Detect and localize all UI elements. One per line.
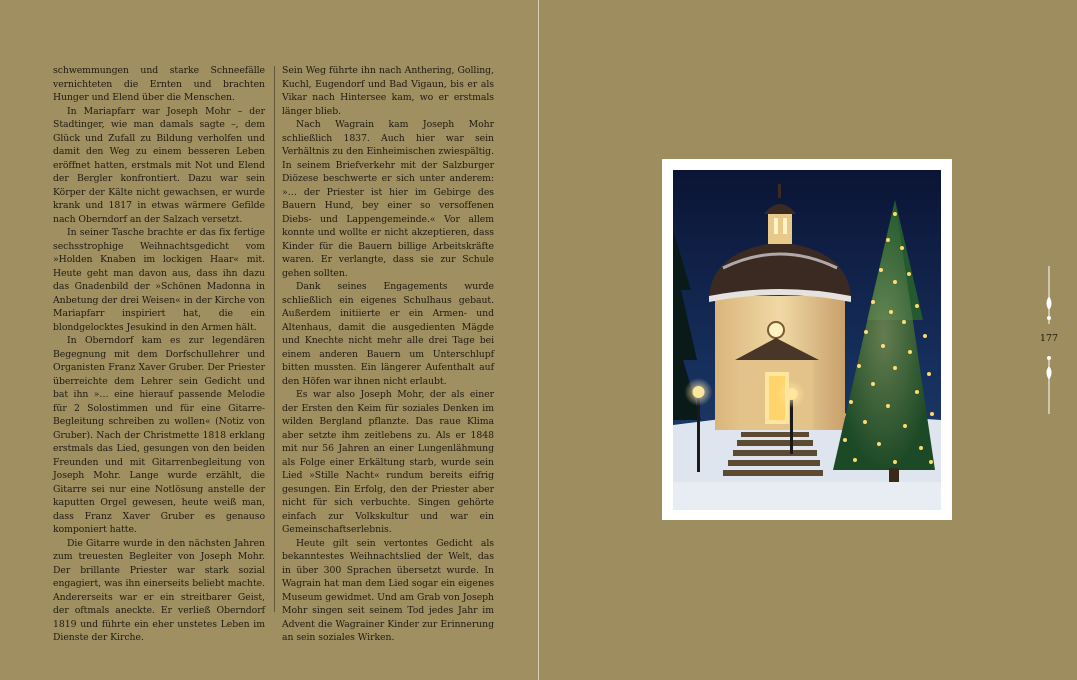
paragraph: In Oberndorf kam es zur legendären Begegnung mit dem Dorfschullehrer und Organisten Franz Xaver Gruber. Der Priester überreichte dem Lehrer sein Gedicht und bat ihn »… eine hierauf passende Melodie für 2 Solostimmen und für eine Gitarre-Begleitung schreiben zu wollen« (Notiz von Gruber). Nach der Christmette 1818 erklang erstmals das Lied, gesungen von den beiden Freunden und mit Gitarrenbegleitung von Joseph Mohr. Lange wurde erzählt, die Gitarre sei nur eine Notlösung anstelle der kaputten Orgel gewesen, heute weiß man, dass Franz Xaver Gruber es genauso komponiert hatte.: [53, 335, 265, 535]
paragraph: In Mariapfarr war Joseph Mohr – der Stadtinger, wie man damals sagte –, dem Glück und Zufall zu Bildung verholfen und damit den Weg zu einem besseren Leben eröffnet hatten, erstmals mit Not und Elend der Bergler konfrontiert. Dazu war sein Körper der Kälte nicht gewachsen, er wurde krank und 1817 in etwas wärmere Gefilde nach Oberndorf an der Salzach versetzt.: [53, 105, 265, 225]
ornament-bottom-icon: [1042, 352, 1056, 414]
paragraph: schwemmungen und starke Schneefälle vernichteten die Ernten und brachten Hunger und Elend über die Menschen.: [53, 65, 265, 103]
page-number: 177: [1039, 333, 1059, 344]
chapel-illustration: [673, 170, 941, 510]
paragraph: Es war also Joseph Mohr, der als einer der Ersten den Keim für soziales Denken im wilden Bergland pflanzte. Das raue Klima aber setzte ihm zeitlebens zu. Als er 1848 mit nur 56 Jahren an einer Lungenlähmung als Folge einer Erkältung starb, wurde sein Lied »Stille Nacht« rundum bereits eifrig gesungen. Ein Erfolg, den der Priester aber nicht für sich verbuchte. Singen gehörte einfach zur Volkskultur und war ein Gemeinschaftserlebnis.: [282, 389, 494, 535]
photo-frame: [662, 159, 952, 520]
paragraph: Heute gilt sein vertontes Gedicht als bekanntestes Weihnachtslied der Welt, das in über 300 Sprachen übersetzt wurde. In Wagrain hat man dem Lied sogar ein eigenes Museum gewidmet. Und am Grab von Joseph Mohr singen seit seinem Tod jedes Jahr im Advent die Wagrainer Kinder zur Erinnerung an sein soziales Wirken.: [282, 537, 494, 643]
text-column-left: [53, 64, 265, 645]
text-column-right: [282, 64, 494, 645]
paragraph: Die Gitarre wurde in den nächsten Jahren zum treuesten Begleiter von Joseph Mohr. Der brillante Priester war stark sozial engagiert, was ihn einerseits beliebt machte. Andererseits war er ein streitbarer Geist, der oftmals aneckte. Er verließ Oberndorf 1819 und führte ein eher unstetes Leben im Dienste der Kirche.: [53, 537, 265, 643]
paragraph: Sein Weg führte ihn nach Anthering, Golling, Kuchl, Eugendorf und Bad Vigaun, bis er als Vikar nach Hintersee kam, wo er erstmals länger blieb.: [282, 65, 494, 117]
ornament-top-icon: [1042, 266, 1056, 326]
paragraph: In seiner Tasche brachte er das fix fertige sechsstrophige Weihnachtsgedicht vom »Holden Knaben im lockigen Haar« mit. Heute geht man davon aus, dass ihn dazu das Gnadenbild der »Schönen Madonna in Anbetung der drei Weisen« in der Kirche von Mariapfarr inspiriert hat, die ein blondgelocktes Jesukind in den Armen hält.: [53, 227, 265, 333]
paragraph: Dank seines Engagements wurde schließlich ein eigenes Schulhaus gebaut. Außerdem initiierte er ein Armen- und Altenhaus, damit die ausgedienten Mägde und Knechte nicht mehr alle drei Tage bei einem anderen Bauern um Unterschlupf bitten mussten. Ein längerer Aufenthalt auf den Höfen war ihnen nicht erlaubt.: [282, 281, 494, 387]
chapel-photo: [673, 170, 941, 510]
left-page: [0, 0, 538, 680]
column-divider: [274, 66, 275, 612]
paragraph: Nach Wagrain kam Joseph Mohr schließlich 1837. Auch hier war sein Verhältnis zu den Einheimischen zwiespältig. In seinem Briefverkehr mit der Salzburger Diözese beschwerte er sich unter anderem: »… der Priester ist hier im Gebirge des Bauern Hund, bey einer so versoffenen Diebs- und Lappengemeinde.« Vor allem konnte und wollte er nicht akzeptieren, dass Kinder für die Bauern billige Arbeitskräfte waren. Er verlangte, dass sie zur Schule gehen sollten.: [282, 119, 494, 279]
